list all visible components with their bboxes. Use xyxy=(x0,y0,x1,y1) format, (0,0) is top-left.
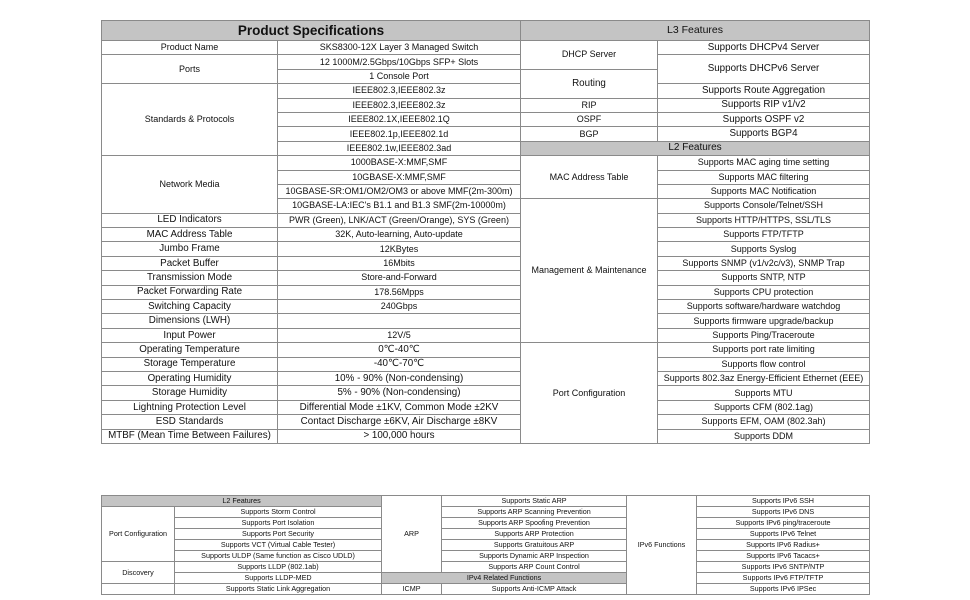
feature-value: Supports IPv6 Radius+ xyxy=(697,540,870,551)
feature-value: Supports OSPF v2 xyxy=(658,112,870,126)
feature-label: Discovery xyxy=(102,562,175,584)
feature-label xyxy=(102,584,175,595)
ipv4-functions-header: IPv4 Related Functions xyxy=(382,573,627,584)
feature-value: Supports Anti-ICMP Attack xyxy=(442,584,627,595)
spec-label: Jumbo Frame xyxy=(102,242,278,256)
spec-label: Switching Capacity xyxy=(102,300,278,314)
l2-l3-features-table xyxy=(101,495,870,595)
feature-value: Supports DHCPv4 Server xyxy=(658,41,870,55)
spec-value: 12KBytes xyxy=(278,242,521,256)
feature-value: Supports Syslog xyxy=(658,242,870,256)
spec-label: MTBF (Mean Time Between Failures) xyxy=(102,429,278,443)
feature-label: ARP xyxy=(382,496,442,573)
spec-value: 32K, Auto-learning, Auto-update xyxy=(278,228,521,242)
product-specifications-title: Product Specifications xyxy=(102,21,521,41)
spec-label: Packet Buffer xyxy=(102,256,278,270)
spec-value: 16Mbits xyxy=(278,256,521,270)
spec-value: 240Gbps xyxy=(278,300,521,314)
spec-value: Store-and-Forward xyxy=(278,271,521,285)
spec-value xyxy=(278,314,521,328)
feature-value: Supports IPv6 Tacacs+ xyxy=(697,551,870,562)
l2-features-header: L2 Features xyxy=(102,496,382,507)
product-specifications-table xyxy=(101,20,870,444)
spec-label: ESD Standards xyxy=(102,415,278,429)
feature-value: Supports Storm Control xyxy=(175,507,382,518)
spec-label: Transmission Mode xyxy=(102,271,278,285)
feature-value: Supports IPv6 SSH xyxy=(697,496,870,507)
feature-value: Supports VCT (Virtual Cable Tester) xyxy=(175,540,382,551)
spec-value: > 100,000 hours xyxy=(278,429,521,443)
feature-label: Routing xyxy=(521,69,658,98)
spec-value: -40℃-70℃ xyxy=(278,357,521,371)
spec-value: 178.56Mpps xyxy=(278,285,521,299)
spec-value: IEEE802.1p,IEEE802.1d xyxy=(278,127,521,141)
feature-value: Supports IPv6 ping/traceroute xyxy=(697,518,870,529)
feature-value: Supports ULDP (Same function as Cisco UDLD) xyxy=(175,551,382,562)
spec-value: 1 Console Port xyxy=(278,69,521,83)
feature-value: Supports Route Aggregation xyxy=(658,84,870,98)
spec-value: SKS8300-12X Layer 3 Managed Switch xyxy=(278,41,521,55)
spec-value: PWR (Green), LNK/ACT (Green/Orange), SYS (Green) xyxy=(278,213,521,227)
spec-label: Storage Humidity xyxy=(102,386,278,400)
spec-label: MAC Address Table xyxy=(102,228,278,242)
spec-label: Input Power xyxy=(102,328,278,342)
feature-value: Supports LLDP-MED xyxy=(175,573,382,584)
spec-value: 0℃-40℃ xyxy=(278,343,521,357)
l3-features-title: L3 Features xyxy=(521,21,870,41)
feature-value: Supports Gratuitous ARP xyxy=(442,540,627,551)
feature-value: Supports HTTP/HTTPS, SSL/TLS xyxy=(658,213,870,227)
feature-value: Supports MAC Notification xyxy=(658,184,870,198)
feature-value: Supports ARP Protection xyxy=(442,529,627,540)
spec-label: Operating Humidity xyxy=(102,371,278,385)
feature-value: Supports DHCPv6 Server xyxy=(658,55,870,84)
spec-label: Storage Temperature xyxy=(102,357,278,371)
spec-value: 12V/5 xyxy=(278,328,521,342)
feature-value: Supports Static Link Aggregation xyxy=(175,584,382,595)
feature-value: Supports software/hardware watchdog xyxy=(658,300,870,314)
feature-value: Supports ARP Spoofing Prevention xyxy=(442,518,627,529)
feature-value: Supports IPv6 Telnet xyxy=(697,529,870,540)
feature-value: Supports CFM (802.1ag) xyxy=(658,400,870,414)
spec-label: Operating Temperature xyxy=(102,343,278,357)
feature-value: Supports 802.3az Energy-Efficient Ethernet (EEE) xyxy=(658,371,870,385)
feature-label: MAC Address Table xyxy=(521,156,658,199)
spec-value: 10GBASE-X:MMF,SMF xyxy=(278,170,521,184)
feature-label: DHCP Server xyxy=(521,41,658,70)
spec-value: Differential Mode ±1KV, Common Mode ±2KV xyxy=(278,400,521,414)
spec-label: Ports xyxy=(102,55,278,84)
spec-value: IEEE802.1w,IEEE802.3ad xyxy=(278,141,521,155)
feature-value: Supports Console/Telnet/SSH xyxy=(658,199,870,213)
feature-value: Supports MAC aging time setting xyxy=(658,156,870,170)
feature-label: Management & Maintenance xyxy=(521,199,658,343)
feature-label: BGP xyxy=(521,127,658,141)
spec-label: Product Name xyxy=(102,41,278,55)
feature-value: Supports IPv6 IPSec xyxy=(697,584,870,595)
spec-value: 10GBASE-SR:OM1/OM2/OM3 or above MMF(2m-300m) xyxy=(278,184,521,198)
feature-value: Supports LLDP (802.1ab) xyxy=(175,562,382,573)
feature-label: ICMP xyxy=(382,584,442,595)
feature-value: Supports Ping/Traceroute xyxy=(658,328,870,342)
feature-value: Supports BGP4 xyxy=(658,127,870,141)
feature-value: Supports ARP Scanning Prevention xyxy=(442,507,627,518)
spec-value: Contact Discharge ±6KV, Air Discharge ±8KV xyxy=(278,415,521,429)
spec-value: 10GBASE-LA:IEC's B1.1 and B1.3 SMF(2m-10000m) xyxy=(278,199,521,213)
spec-label: Network Media xyxy=(102,156,278,214)
spec-value: 5% - 90% (Non-condensing) xyxy=(278,386,521,400)
feature-value: Supports ARP Count Control xyxy=(442,562,627,573)
feature-label: IPv6 Functions xyxy=(627,496,697,595)
feature-value: Supports IPv6 SNTP/NTP xyxy=(697,562,870,573)
feature-value: Supports CPU protection xyxy=(658,285,870,299)
feature-value: Supports MAC filtering xyxy=(658,170,870,184)
l2-features-title: L2 Features xyxy=(521,141,870,155)
feature-value: Supports Static ARP xyxy=(442,496,627,507)
spec-value: 10% - 90% (Non-condensing) xyxy=(278,371,521,385)
spec-label: Packet Forwarding Rate xyxy=(102,285,278,299)
spec-value: IEEE802.3,IEEE802.3z xyxy=(278,98,521,112)
feature-value: Supports MTU xyxy=(658,386,870,400)
feature-value: Supports DDM xyxy=(658,429,870,443)
feature-value: Supports SNTP, NTP xyxy=(658,271,870,285)
spec-value: 12 1000M/2.5Gbps/10Gbps SFP+ Slots xyxy=(278,55,521,69)
feature-label: Port Configuration xyxy=(102,507,175,562)
feature-value: Supports flow control xyxy=(658,357,870,371)
feature-value: Supports RIP v1/v2 xyxy=(658,98,870,112)
spec-value: IEEE802.3,IEEE802.3z xyxy=(278,84,521,98)
feature-value: Supports Port Isolation xyxy=(175,518,382,529)
feature-label: OSPF xyxy=(521,112,658,126)
spec-label: LED Indicators xyxy=(102,213,278,227)
feature-value: Supports firmware upgrade/backup xyxy=(658,314,870,328)
feature-value: Supports SNMP (v1/v2c/v3), SNMP Trap xyxy=(658,256,870,270)
feature-value: Supports Port Security xyxy=(175,529,382,540)
feature-value: Supports port rate limiting xyxy=(658,343,870,357)
spec-label: Dimensions (LWH) xyxy=(102,314,278,328)
spec-label: Standards & Protocols xyxy=(102,84,278,156)
spec-label: Lightning Protection Level xyxy=(102,400,278,414)
feature-value: Supports FTP/TFTP xyxy=(658,228,870,242)
feature-label: Port Configuration xyxy=(521,343,658,444)
feature-value: Supports IPv6 FTP/TFTP xyxy=(697,573,870,584)
feature-value: Supports IPv6 DNS xyxy=(697,507,870,518)
feature-value: Supports EFM, OAM (802.3ah) xyxy=(658,415,870,429)
feature-value: Supports Dynamic ARP Inspection xyxy=(442,551,627,562)
feature-label: RIP xyxy=(521,98,658,112)
spec-value: IEEE802.1X,IEEE802.1Q xyxy=(278,112,521,126)
spec-value: 1000BASE-X:MMF,SMF xyxy=(278,156,521,170)
